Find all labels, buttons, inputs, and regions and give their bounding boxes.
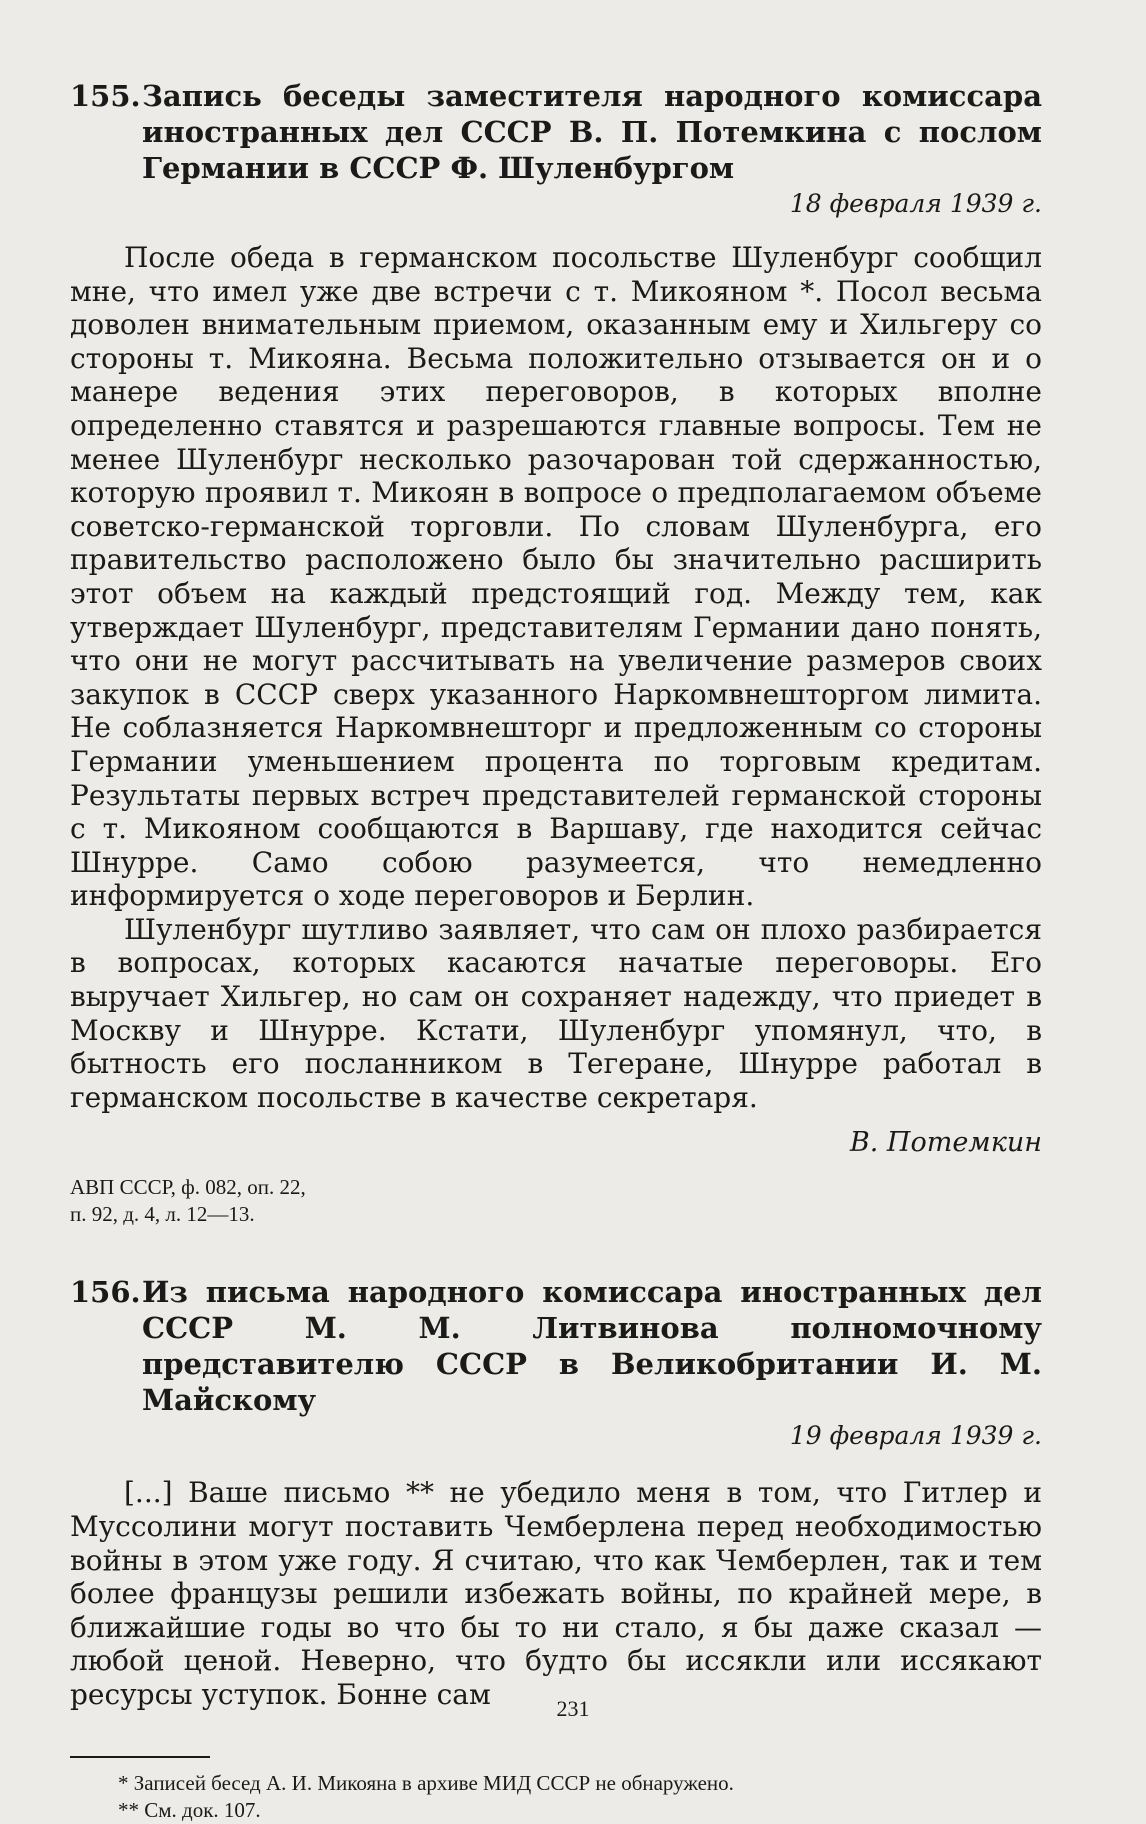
document-155 xyxy=(70,78,1042,1228)
footnote: ** См. док. 107. xyxy=(118,1797,261,1822)
paragraph: [...] Ваше письмо ** не убедило меня в том, что Гитлер и Муссолини могут поставить Чемберлена перед необходимостью войны в этом уже году. Я считаю, что как Чемберлен, так и тем более французы решили избежать войны, по крайней мере, в ближайшие годы во что бы то ни стало, я бы даже сказал — любой ценой. Неверно, что будто бы иссякли или иссякают ресурсы уступок. Бонне сам xyxy=(70,1476,1042,1711)
document-156 xyxy=(70,1274,1042,1711)
document-body xyxy=(70,1476,1042,1711)
signature: В. Потемкин xyxy=(849,1127,1042,1159)
document-body xyxy=(70,241,1042,1114)
document-heading xyxy=(70,1274,1042,1418)
footnote: * Записей бесед А. И. Микояна в архиве МИД СССР не обнаружено. xyxy=(118,1770,734,1795)
document-date: 19 февраля 1939 г. xyxy=(789,1421,1042,1451)
footnote-divider xyxy=(70,1756,210,1758)
paragraph: После обеда в германском посольстве Шуленбург сообщил мне, что имел уже две встречи с т. Микояном *. Посол весьма доволен внимательным приемом, оказанным ему и Хильгеру со стороны т. Микояна. Весьма положительно отзывается он и о манере ведения этих переговоров, в которых вполне определенно ставятся и разрешаются главные вопросы. Тем не менее Шуленбург несколько разочарован той сдержанностью, которую проявил т. Микоян в вопросе о предполагаемом объеме советско-германской торговли. По словам Шуленбурга, его правительство расположено было бы значительно расширить этот объем на каждый предстоящий год. Между тем, как утверждает Шуленбург, представителям Германии дано понять, что они не могут рассчитывать на увеличение размеров своих закупок в СССР сверх указанного Наркомвнешторгом лимита. Не соблазняется Наркомвнешторг и предложенным со стороны Германии уменьшением процента по торговым кредитам. Результаты первых встреч представителей германской стороны с т. Микояном сообщаются в Варшаву, где находится сейчас Шнурре. Само собою разумеется, что немедленно информируется о ходе переговоров и Берлин. xyxy=(70,241,1042,913)
page-number: 231 xyxy=(556,1696,590,1721)
paragraph: Шуленбург шутливо заявляет, что сам он плохо разбирается в вопросах, которых касаются начатые переговоры. Его выручает Хильгер, но сам он сохраняет надежду, что приедет в Москву и Шнурре. Кстати, Шуленбург упомянул, что, в бытность его посланником в Тегеране, Шнурре работал в германском посольстве в качестве секретаря. xyxy=(70,912,1042,1114)
document-title: Из письма народного комиссара иностранных дел СССР М. М. Литвинова полномочному представителю СССР в Великобритании И. М. Майскому xyxy=(142,1275,1042,1418)
footnotes xyxy=(70,1770,1042,1824)
document-number: 155. xyxy=(70,79,141,113)
document-number: 156. xyxy=(70,1275,141,1310)
document-heading xyxy=(70,78,1042,186)
page-content xyxy=(70,78,1042,1824)
archive-reference: АВП СССР, ф. 082, оп. 22, п. 92, д. 4, л. 12—13. xyxy=(70,1175,306,1227)
document-title: Запись беседы заместителя народного комиссара иностранных дел СССР В. П. Потемкина с послом Германии в СССР Ф. Шуленбургом xyxy=(142,79,1042,185)
document-date: 18 февраля 1939 г. xyxy=(789,189,1042,218)
